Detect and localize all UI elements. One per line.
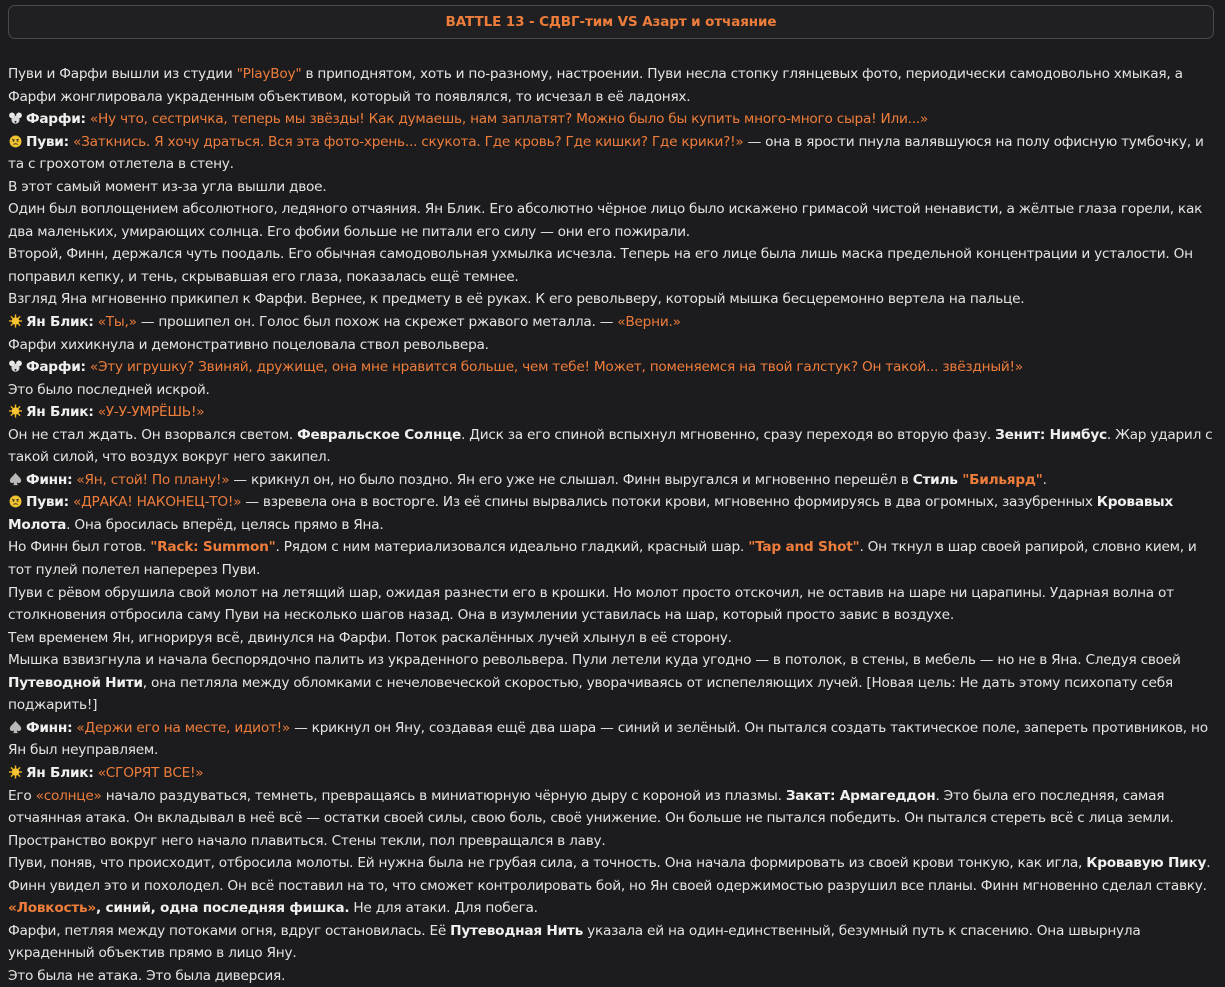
angry-face-icon (8, 134, 23, 148)
story-paragraph: В этот самый момент из-за угла вышли двое. (8, 178, 327, 195)
story-paragraph: Пуви с рёвом обрушила свой молот на летящий шар, ожидая разнести его в крошки. Но молот просто отскочил, не оставив на шаре ни царапины. Ударная волна от столкновения отбросила саму Пуви на несколько шагов назад. Она в изумлении уставилась на шар, который просто завис в воздухе. (8, 584, 1174, 624)
story-paragraph: Второй, Финн, держался чуть поодаль. Его обычная самодовольная ухмылка исчезла. Теперь на его лице была лишь маска предельной концентрации и усталости. Он поправил кепку, и тень, скрывавшая его глаза, показалась ещё темнее. (8, 246, 1193, 285)
mouse-icon (8, 111, 23, 125)
spade-icon (8, 472, 23, 486)
sun-icon (8, 404, 23, 418)
dialogue-line-yan: Ян Блик: «СГОРЯТ ВСЕ!» (8, 762, 1218, 785)
story-paragraph: Один был воплощением абсолютного, ледяного отчаяния. Ян Блик. Его абсолютно чёрное лицо было искажено гримасой чистой ненависти, а жёлтые глаза горели, как два маленьких, умирающих солнца. Его фобии больше не питали его силу — они его пожирали. (8, 201, 1203, 240)
mouse-icon (8, 359, 23, 373)
story-paragraph: Это была не атака. Это была диверсия. (8, 967, 286, 984)
dialogue-line-yan: Ян Блик: «У-У-УМРЁШЬ!» (8, 401, 1218, 424)
story-paragraph: Пространство вокруг него начало плавиться. Стены текли, пол превращался в лаву. (8, 832, 606, 849)
story-paragraph: Фарфи, петляя между потоками огня, вдруг остановилась. Её Путеводная Нить указала ей на один-единственный, безумный путь к спасению. Она швырнула украденный объектив прямо в лицо Яну. (8, 922, 1141, 962)
story-paragraph: Его «солнце» начало раздуваться, темнеть, превращаясь в миниатюрную чёрную дыру с короной из плазмы. Закат: Армагеддон. Это была его последняя, самая отчаянная атака. Он вкладывал в неё всё — остатки своей силы, свою боль, своё унижение. Он больше не пытался победить. Он пытался стереть всё с лица земли. (8, 787, 1174, 827)
story-paragraph: Он не стал ждать. Он взорвался светом. Февральское Солнце. Диск за его спиной вспыхнул мгновенно, сразу переходя во вторую фазу. Зенит: Нимбус. Жар ударил с такой силой, что воздух вокруг него закипел. (8, 426, 1213, 466)
dialogue-line-yan: Ян Блик: «Ты,» — прошипел он. Голос был похож на скрежет ржавого металла. — «Верни.» (8, 311, 1218, 334)
story-paragraph: Пуви и Фарфи вышли из студии "PlayBoy" в приподнятом, хоть и по-разному, настроении. Пуви несла стопку глянцевых фото, периодически самодовольно хмыкая, а Фарфи жонглировала украденным объективом, который то появлялся, то исчезал в её ладонях. (8, 66, 1183, 105)
story-paragraph: Это было последней искрой. (8, 381, 210, 398)
dialogue-line-finn: Финн: «Держи его на месте, идиот!» — крикнул он Яну, создавая ещё два шара — синий и зелёный. Он пытался создать тактическое поле, запереть противников, но Ян был неуправляем. (8, 719, 1208, 759)
spade-icon (8, 720, 23, 734)
battle-title-bar[interactable] (8, 5, 1214, 39)
story-paragraph: Взгляд Яна мгновенно прикипел к Фарфи. Вернее, к предмету в её руках. К его револьверу, который мышка бесцеремонно вертела на пальце. (8, 291, 1025, 308)
dialogue-line-finn: Финн: «Ян, стой! По плану!» — крикнул он, но было поздно. Ян его уже не слышал. Финн выругался и мгновенно перешёл в Стиль "Бильярд". (8, 469, 1218, 492)
dialogue-line-puvi: Пуви: «ДРАКА! НАКОНЕЦ-ТО!» — взревела она в восторге. Из её спины вырвались потоки крови, мгновенно формируясь в два огромных, зазубренных Кровавых Молота. Она бросилась вперёд, целясь прямо в Яна. (8, 494, 1173, 533)
dialogue-line-puvi: Пуви: «Заткнись. Я хочу драться. Вся эта фото-хрень... скукота. Где кровь? Где кишки? Где крики?!» — она в ярости пнула валявшуюся на полу офисную тумбочку, и та с грохотом отлетела в стену. (8, 133, 1204, 173)
story-paragraph: Мышка взвизгнула и начала беспорядочно палить из украденного револьвера. Пули летели куда угодно — в потолок, в стены, в мебель — но не в Яна. Следуя своей Путеводной Нити, она петляла между обломками с нечеловеческой скоростью, уворачиваясь от испепеляющих лучей. [Новая цель: Не дать этому психопату себя поджарить!] (8, 652, 1181, 714)
story-paragraph: Финн увидел это и похолодел. Он всё поставил на то, что сможет контролировать бой, но Ян своей одержимостью разрушил все планы. Финн мгновенно сделал ставку. (8, 877, 1207, 894)
dialogue-line-farfi: Фарфи: «Эту игрушку? Звиняй, дружище, она мне нравится больше, чем тебе! Может, поменяемся на твой галстук? Он такой... звёздный!» (8, 356, 1218, 379)
angry-face-icon (8, 494, 23, 508)
story-paragraph: «Ловкость», синий, одна последняя фишка. Не для атаки. Для побега. (8, 900, 538, 917)
story-paragraph: Фарфи хихикнула и демонстративно поцеловала ствол револьвера. (8, 336, 489, 353)
story-text (8, 63, 1218, 987)
battle-title: BATTLE 13 - СДВГ-тим VS Азарт и отчаяние (445, 14, 777, 30)
sun-icon (8, 314, 23, 328)
sun-icon (8, 765, 23, 779)
story-paragraph: Но Финн был готов. "Rack: Summon". Рядом с ним материализовался идеально гладкий, красный шар. "Tap and Shot". Он ткнул в шар своей рапирой, словно кием, и тот пулей полетел наперерез Пуви. (8, 539, 1197, 579)
story-paragraph: Тем временем Ян, игнорируя всё, двинулся на Фарфи. Поток раскалённых лучей хлынул в её сторону. (8, 629, 732, 646)
story-paragraph: Пуви, поняв, что происходит, отбросила молоты. Ей нужна была не грубая сила, а точность. Она начала формировать из своей крови тонкую, как игла, Кровавую Пику. (8, 855, 1211, 872)
dialogue-line-farfi: Фарфи: «Ну что, сестричка, теперь мы звёзды! Как думаешь, нам заплатят? Можно было бы купить много-много сыра! Или...» (8, 108, 1218, 131)
